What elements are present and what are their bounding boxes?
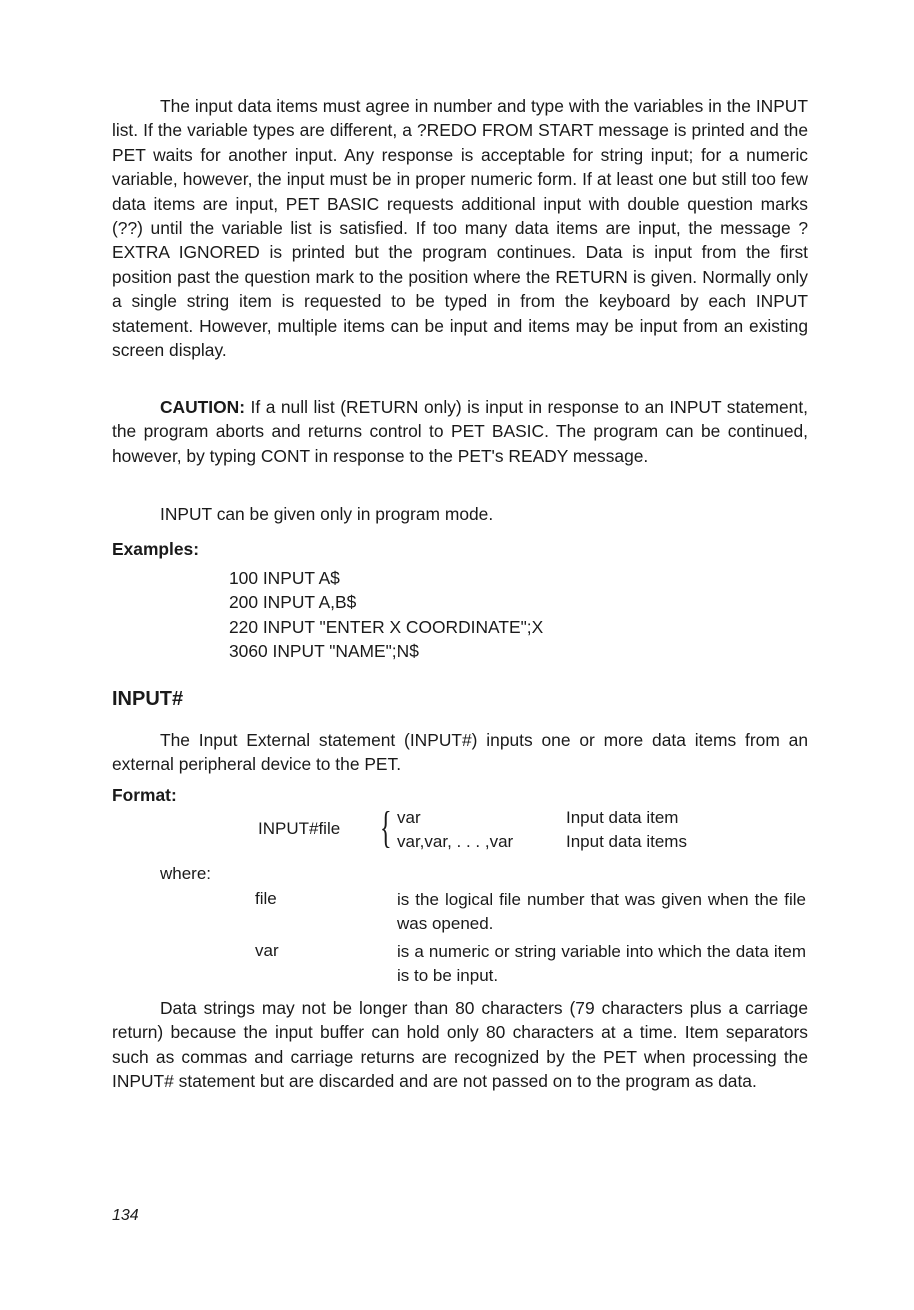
definition-var: is a numeric or string variable into which the data item is to be input. — [397, 942, 806, 985]
example-line: 3060 INPUT "NAME";N$ — [229, 640, 419, 661]
page-number: 134 — [112, 1207, 139, 1224]
term-var: var — [255, 941, 279, 960]
section-intro: The Input External statement (INPUT#) inputs one or more data items from an external peripheral device to the PET. — [112, 730, 808, 775]
caution-label: CAUTION: — [160, 397, 246, 417]
definition-file: is the logical file number that was given when the file was opened. — [397, 890, 806, 933]
example-line: 100 INPUT A$ — [229, 568, 340, 588]
example-line: 220 INPUT "ENTER X COORDINATE";X — [229, 616, 544, 637]
examples-code-block — [229, 566, 543, 663]
examples-label: Examples: — [112, 539, 199, 559]
format-option-single: var — [397, 808, 421, 827]
closing-paragraph: Data strings may not be longer than 80 characters (79 characters plus a carriage return) because the input buffer can hold only 80 characters at a time. Item separators such as commas and carriage returns are recognized by the PET when processing the INPUT# statement but are discarded and are not passed on to the program as data. — [112, 998, 808, 1092]
paragraph-input-rules: The input data items must agree in number and type with the variables in the INPUT list. If the variable types are different, a ?REDO FROM START message is printed and the PET waits for another input. Any response is acceptable for string input; for a numeric variable, however, the input must be in proper numeric form. If at least one but still too few data items are input, PET BASIC requests additional input with double question marks (??) until the variable list is satisfied. If too many data items are input, the message ?EXTRA IGNORED is printed but the program continues. Data is input from the first position past the question mark to the position where the RETURN is given. Normally only a single string item is requested to be typed in from the keyboard by each INPUT statement. However, multiple items can be input and items may be input from an existing screen display. — [112, 96, 808, 361]
format-label: Format: — [112, 785, 177, 805]
caution-paragraph — [112, 395, 808, 468]
paragraph-program-mode: INPUT can be given only in program mode. — [160, 504, 494, 524]
format-desc-single: Input data item — [566, 808, 679, 827]
caution-text: If a null list (RETURN only) is input in response to an INPUT statement, the program aborts and returns control to PET BASIC. The program can be continued, however, by typing CONT in response to the PET's READY message. — [112, 397, 808, 466]
format-statement: INPUT#file — [258, 819, 341, 838]
format-option-multiple: var,var, . . . ,var — [397, 832, 514, 851]
format-desc-multiple: Input data items — [566, 832, 687, 851]
where-label: where: — [160, 864, 212, 883]
brace-symbol: { — [380, 803, 392, 852]
example-line: 200 INPUT A,B$ — [229, 592, 357, 613]
term-file: file — [255, 889, 277, 908]
section-heading: INPUT# — [112, 688, 184, 710]
